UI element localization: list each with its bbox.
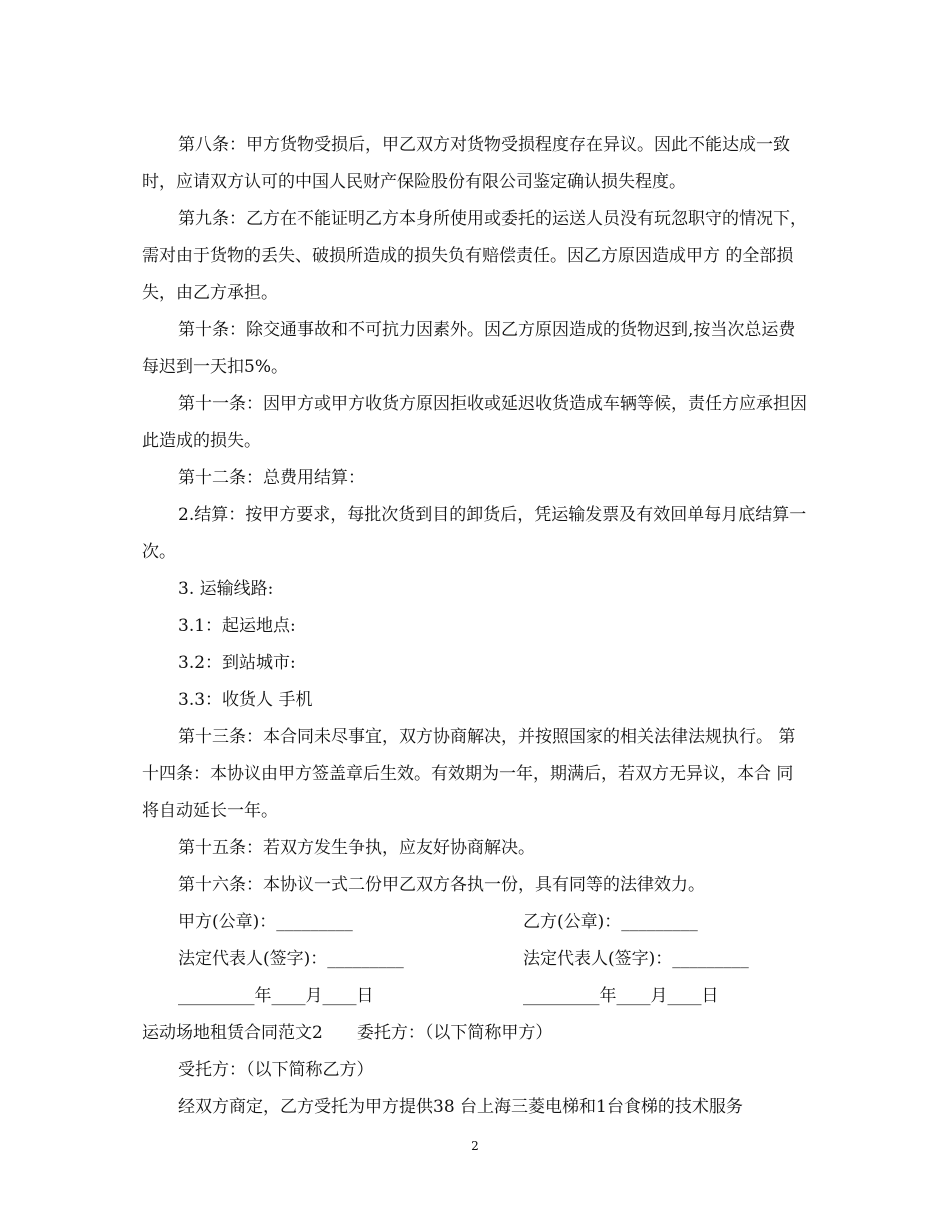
- party-a-seal: 甲方(公章)：_________: [178, 912, 353, 932]
- trustee-line: 受托方：（以下简称乙方）: [178, 1060, 374, 1080]
- article-11: 第十一条：因甲方或甲方收货方原因拒收或延迟收货造成车辆等候，责任方应承担因此造成的损失。: [142, 394, 807, 451]
- article-8: 第八条：甲方货物受损后，甲乙双方对货物受损程度存在异议。因此不能达成一致时，应请双方认可的中国人民财产保险股份有限公司鉴定确认损失程度。: [142, 135, 790, 192]
- article-16: 第十六条：本协议一式二份甲乙双方各执一份，具有同等的法律效力。: [178, 875, 705, 895]
- article-12: 第十二条：总费用结算：: [178, 468, 365, 488]
- item-3-route: 3. 运输线路:: [178, 579, 274, 599]
- article-13-14: 第十三条：本合同未尽事宜，双方协商解决，并按照国家的相关法律法规执行。 第十四条：本协议由甲方签盖章后生效。有效期为一年，期满后，若双方无异议，本合 同将自动延长一年。: [142, 727, 796, 821]
- party-a-date: _________年____月____日: [178, 986, 374, 1006]
- party-b-representative: 法定代表人(签字)：_________: [523, 949, 749, 969]
- party-b-seal: 乙方(公章)：_________: [523, 912, 698, 932]
- article-15: 第十五条：若双方发生争执，应友好协商解决。: [178, 838, 535, 858]
- party-b-date: _________年____月____日: [523, 986, 719, 1006]
- article-9: 第九条：乙方在不能证明乙方本身所使用或委托的运送人员没有玩忽职守的情况下，需对由于货物的丢失、破损所造成的损失负有赔偿责任。因乙方原因造成甲方 的全部损失，由乙方承担。: [142, 209, 807, 303]
- party-a-representative: 法定代表人(签字)：_________: [178, 949, 404, 969]
- article-10: 第十条：除交通事故和不可抗力因素外。因乙方原因造成的货物迟到,按当次总运费每迟到一天扣5%。: [142, 320, 796, 377]
- next-contract-title: 运动场地租赁合同范文2 委托方：（以下简称甲方）: [142, 1023, 553, 1043]
- next-contract-body: 经双方商定，乙方受托为甲方提供38 台上海三菱电梯和1台食梯的技术服务: [178, 1097, 743, 1117]
- page-number: 2: [471, 1139, 479, 1153]
- item-3-1-origin: 3.1：起运地点:: [178, 616, 296, 636]
- item-2-settlement: 2.结算：按甲方要求，每批次货到目的卸货后，凭运输发票及有效回单每月底结算一次。: [142, 505, 807, 562]
- item-3-3-consignee: 3.3：收货人 手机: [178, 690, 313, 710]
- item-3-2-destination: 3.2：到站城市:: [178, 653, 296, 673]
